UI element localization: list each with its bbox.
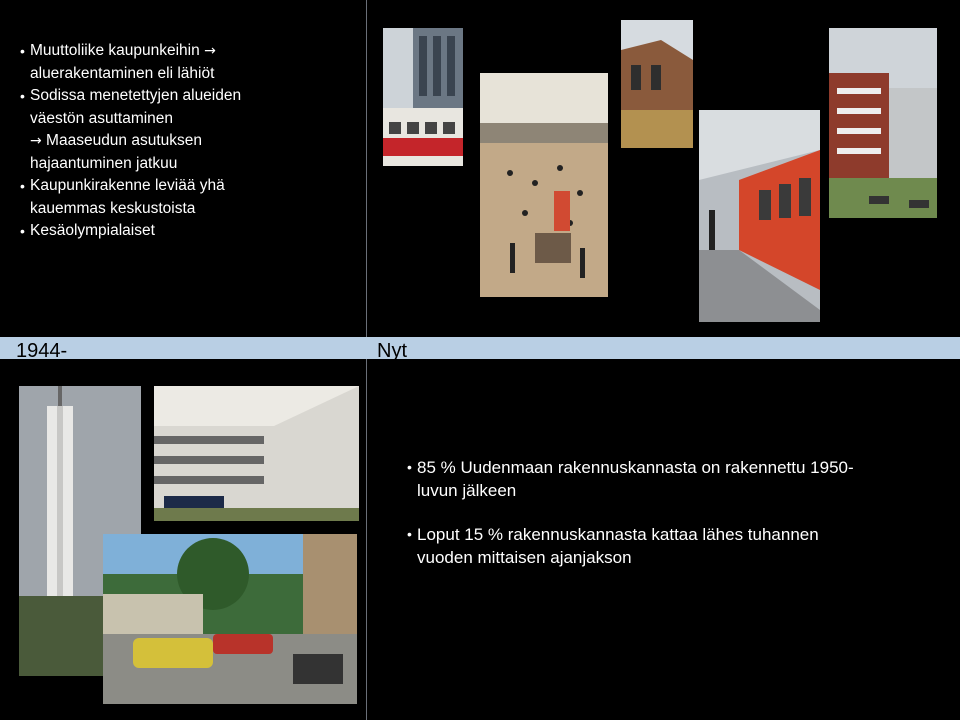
photo-parking-lot [103, 534, 357, 704]
bullet-text: vuoden mittaisen ajanjakson [417, 548, 632, 567]
bullet-text: väestön asuttaminen [30, 109, 174, 127]
right-arrow-icon: → [204, 43, 216, 59]
label-now: Nyt [377, 340, 407, 362]
bullet-text: Loput 15 % rakennuskannasta kattaa lähes tuhannen [417, 525, 819, 544]
timeline-band [0, 337, 960, 359]
photo-shopping-mall [480, 73, 608, 297]
vertical-divider [366, 0, 367, 720]
bullet-item-olympics [20, 220, 350, 243]
photo-office-buildings [829, 28, 937, 218]
bullet-text: 85 % Uudenmaan rakennuskannasta on rakennettu 1950- [417, 458, 854, 477]
bullet-text: Kaupunkirakenne leviää yhä [30, 177, 225, 194]
right-arrow-icon: → [30, 133, 42, 149]
photo-house [621, 20, 693, 148]
bullet-text: kauemmas keskustoista [30, 199, 196, 217]
bullet-text: luvun jälkeen [417, 481, 517, 500]
bullet-text: Muuttoliike kaupunkeihin [30, 42, 200, 59]
bullet-item-85-percent [407, 456, 927, 502]
bullet-item-migration [20, 40, 350, 85]
photo-train-station [383, 28, 463, 166]
bullet-text: hajaantuminen jatkuu [30, 154, 178, 172]
bullet-text: aluerakentaminen eli lähiöt [30, 64, 215, 82]
label-period-start: 1944- [16, 340, 68, 362]
bullet-text: Kesäolympialaiset [30, 222, 155, 239]
photo-metro-train [699, 110, 820, 322]
bullet-item-war [20, 85, 350, 130]
bullet-item-15-percent [407, 523, 927, 569]
bullet-text: Maaseudun asutuksen [46, 132, 203, 149]
right-bullet-list [407, 456, 927, 569]
photo-apartment-block [154, 386, 359, 521]
sub-item-rural [20, 130, 350, 175]
left-bullet-list [20, 40, 350, 243]
bullet-text: Sodissa menetettyjen alueiden [30, 87, 242, 104]
bullet-item-sprawl [20, 175, 350, 220]
